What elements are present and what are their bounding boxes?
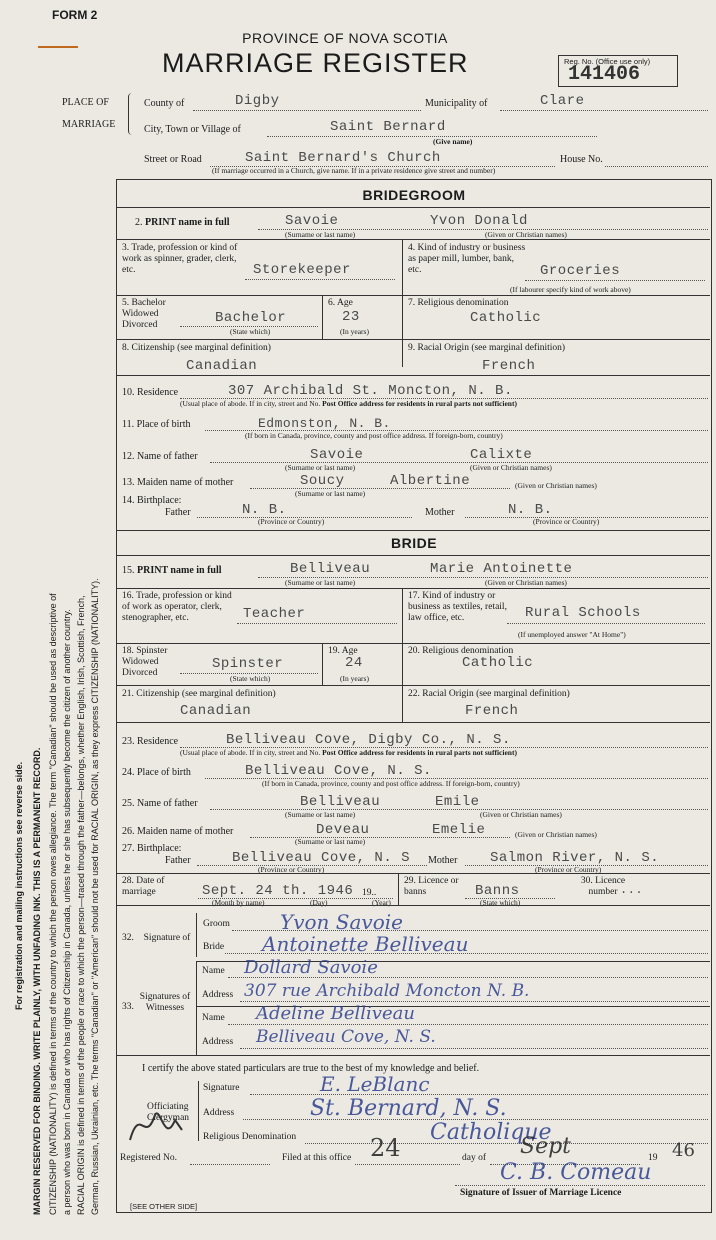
groom-given: Yvon Donald: [430, 213, 528, 229]
bride-father-label: 25. Name of father: [122, 798, 198, 809]
give-name-note: (Give name): [433, 137, 473, 146]
industry-note: (If labourer specify kind of work above): [510, 285, 631, 294]
line: [507, 623, 705, 624]
mother-given-note: (Given or Christian names): [515, 481, 597, 490]
residence-note-b: Post Office address for residents in rural parts not sufficient): [322, 399, 517, 408]
registered-label: Registered No.: [120, 1153, 177, 1163]
rule: [116, 905, 710, 906]
signature-of-label: Signature of: [143, 933, 191, 943]
rule: [116, 207, 710, 208]
groom-birth-value: Edmonston, N. B.: [258, 416, 391, 431]
w1-name: Dollard Savoie: [244, 957, 378, 978]
w1-address: 307 rue Archibald Moncton N. B.: [244, 981, 530, 1001]
w2-address-label: Address: [202, 1037, 234, 1047]
licence-no-label: 30. Licence number: [580, 876, 626, 897]
groom-surname: Savoie: [285, 213, 339, 229]
father-given-note: (Given or Christian names): [470, 463, 552, 472]
father-surname-note: (Surname or last name): [285, 463, 356, 472]
line: [190, 1164, 270, 1165]
street-note: (If marriage occurred in a Church, give name. If in a private residence give street and number): [212, 166, 496, 175]
num-33: 33.: [122, 1002, 134, 1012]
bride-birth-label: 24. Place of birth: [122, 767, 191, 778]
clergy-address-label: Address: [203, 1108, 235, 1118]
officiating-label: Officiating Clergyman: [147, 1102, 190, 1123]
rule: [116, 555, 710, 556]
groom-racial: French: [482, 358, 536, 374]
province-title: PROVINCE OF NOVA SCOTIA: [242, 30, 448, 46]
groom-birthplace-label: 14. Birthplace:: [122, 495, 182, 506]
groom-status: Bachelor: [215, 310, 287, 326]
given-note: (Given or Christian names): [485, 578, 567, 587]
groom-industry: Groceries: [540, 263, 621, 279]
municipality-label: Municipality of: [425, 98, 488, 109]
groom-father-bp: N. B.: [242, 502, 287, 518]
licence-label: 29. Licence or banns: [404, 876, 459, 897]
bride-racial-label: 22. Racial Origin (see marginal definition): [408, 689, 570, 699]
bride-birthplace-label: 27. Birthplace:: [122, 843, 182, 854]
residence-note-a: (Usual place of abode. If in city, street and No.: [180, 748, 321, 757]
year-prefix: 19: [648, 1153, 658, 1163]
mother-surname-note: (Surname or last name): [295, 837, 366, 846]
clergy-address: St. Bernard, N. S.: [310, 1096, 507, 1121]
birth-note: (If born in Canada, province, county and post office address. If foreign-born, country): [245, 431, 503, 440]
margin-text-5: RACIAL ORIGIN is defined in terms of the people or race to which the person—traced through the father—belongs, whether English, Irish, Scottish, French,: [76, 595, 86, 1215]
place-label-2: MARRIAGE: [62, 118, 116, 130]
licence-no: ...: [620, 883, 644, 897]
line: [250, 488, 510, 489]
bride-industry-label: 17. Kind of industry or business as textiles, retail, law office, etc.: [408, 591, 507, 623]
clergy-denomination: Catholique: [430, 1120, 552, 1145]
rule: [322, 643, 323, 685]
prov-note: (Province or Country): [258, 517, 325, 526]
surname-note: (Surname or last name): [285, 230, 356, 239]
line: [355, 1164, 460, 1165]
line: [525, 280, 705, 281]
groom-religion-label: 7. Religious denomination: [408, 298, 509, 308]
see-other-side: [SEE OTHER SIDE]: [130, 1202, 198, 1211]
state-which-note: (State which): [230, 327, 271, 336]
groom-trade: Storekeeper: [253, 262, 351, 278]
bride-age-label: 19. Age: [328, 646, 358, 656]
num: 2.: [135, 217, 143, 228]
given-note: (Given or Christian names): [485, 230, 567, 239]
groom-father-label: 12. Name of father: [122, 451, 198, 462]
in-years-note: (In years): [340, 327, 369, 336]
rule: [196, 961, 197, 1055]
issuer-label: Signature of Issuer of Marriage Licence: [460, 1188, 622, 1198]
w2-name-label: Name: [202, 1013, 225, 1023]
groom-age: 23: [342, 309, 360, 325]
place-label-1: PLACE OF: [62, 97, 109, 108]
street-label: Street or Road: [144, 154, 202, 165]
bride-religion: Catholic: [462, 655, 534, 671]
city-value: Saint Bernard: [330, 119, 446, 135]
bride-trade-label: 16. Trade, profession or kind of work as operator, clerk, stenographer, etc.: [122, 591, 232, 623]
num-32: 32.: [122, 933, 134, 943]
father-given-note: (Given or Christian names): [480, 810, 562, 819]
groom-name-label: [135, 217, 230, 229]
groom-father-bp-label: Father: [165, 507, 191, 518]
bride-religion-label: 20. Religious denomination: [408, 646, 514, 656]
line: [228, 1024, 708, 1025]
bride-father-surname: Belliveau: [300, 794, 381, 810]
year-suffix: 19..: [362, 888, 377, 898]
prov-note: (Province or Country): [535, 865, 602, 874]
rule: [116, 239, 710, 240]
year-note: (Year): [372, 898, 391, 907]
licence-value: Banns: [475, 883, 520, 899]
bride-name-label: [122, 565, 222, 577]
groom-heading: BRIDEGROOM: [362, 187, 466, 203]
place-brace: [128, 93, 137, 135]
witnesses-label: Signatures of Witnesses: [139, 992, 191, 1013]
county-label: County of: [144, 98, 185, 109]
county-value: Digby: [235, 93, 280, 109]
rule: [116, 375, 710, 376]
w1-name-label: Name: [202, 966, 225, 976]
mother-given-note: (Given or Christian names): [515, 830, 597, 839]
bride-birth: Belliveau Cove, N. S.: [245, 763, 432, 779]
line: [455, 1185, 705, 1186]
groom-industry-label: 4. Kind of industry or business as paper mill, lumber, bank, etc.: [408, 243, 526, 275]
rule: [116, 873, 710, 874]
groom-mother-bp: N. B.: [508, 502, 553, 518]
groom-sig-label: Groom: [203, 919, 230, 929]
prov-note: (Province or Country): [258, 865, 325, 874]
groom-mother-surname: Soucy: [300, 473, 345, 489]
margin-text-6: German, Russian, Ukrainian, etc. The terms "Canadian" or "American" should not be used for RACIAL ORIGIN, as they express CITIZENSHIP (NATIONALITY).: [90, 578, 100, 1215]
day-note: (Day): [310, 898, 328, 907]
city-label: City, Town or Village of: [144, 124, 241, 135]
margin-text-3: CITIZENSHIP (NATIONALITY) is defined in terms of the country to which the person owes allegiance. The term "Canadian" should be used as descriptive of: [48, 593, 58, 1215]
bride-father-bp-label: Father: [165, 855, 191, 866]
rule: [116, 588, 710, 589]
bride-residence: Belliveau Cove, Digby Co., N. S.: [226, 732, 511, 748]
margin-text-2: MARGIN RESERVED FOR BINDING. WRITE PLAINLY, WITH UNFADING INK. THIS IS A PERMANENT RECORD.: [32, 747, 42, 1215]
groom-racial-label: 9. Racial Origin (see marginal definition): [408, 343, 566, 353]
bride-mother-bp-label: Mother: [428, 855, 458, 866]
rule: [116, 339, 710, 340]
rule: [116, 722, 710, 723]
bride-surname: Belliveau: [290, 561, 371, 577]
rule: [116, 685, 710, 686]
month-note: (Month by name): [212, 898, 265, 907]
day-of-label: day of: [462, 1153, 487, 1163]
groom-residence: 307 Archibald St. Moncton, N. B.: [228, 383, 513, 399]
groom-citizenship-label: 8. Citizenship (see marginal definition): [122, 343, 271, 353]
line: [240, 1001, 708, 1002]
bride-age: 24: [345, 655, 363, 671]
groom-status-label: 5. Bachelor Widowed Divorced: [122, 298, 166, 330]
groom-trade-label: 3. Trade, profession or kind of work as spinner, grader, clerk, etc.: [122, 243, 238, 275]
form-number: FORM 2: [52, 8, 98, 22]
certify-text: I certify the above stated particulars are true to the best of my knowledge and belief.: [142, 1063, 480, 1074]
rule: [402, 588, 403, 722]
page-title: MARRIAGE REGISTER: [162, 48, 469, 78]
bride-mother-bp: Salmon River, N. S.: [490, 850, 660, 866]
num: 15.: [122, 565, 135, 576]
w1-address-label: Address: [202, 990, 234, 1000]
margin-text-1: For registration and mailing instructions see reverse side.: [14, 761, 24, 1010]
groom-mother-given: Albertine: [390, 473, 471, 489]
bride-trade: Teacher: [243, 606, 306, 622]
rule: [116, 530, 710, 531]
sig-brace: [196, 913, 203, 957]
bride-status-label: 18. Spinster Widowed Divorced: [122, 646, 168, 678]
bride-industry: Rural Schools: [525, 605, 641, 621]
bride-heading: BRIDE: [390, 535, 438, 551]
initials-stroke: [130, 1113, 182, 1140]
groom-signature: Yvon Savoie: [280, 910, 403, 934]
filed-label: Filed at this office: [282, 1153, 352, 1163]
bride-residence-label: 23. Residence: [122, 736, 179, 747]
filed-year: 46: [672, 1140, 695, 1161]
surname-note: (Surname or last name): [285, 578, 356, 587]
bride-racial: French: [465, 703, 519, 719]
bride-citizenship: Canadian: [180, 703, 252, 719]
in-years-note: (In years): [340, 674, 369, 683]
dash-mark: [38, 46, 78, 48]
w2-address: Belliveau Cove, N. S.: [256, 1027, 436, 1047]
bride-status: Spinster: [212, 656, 284, 672]
industry-note: (If unemployed answer "At Home"): [518, 630, 626, 639]
rule: [116, 643, 710, 644]
bride-given: Marie Antoinette: [430, 561, 573, 577]
filed-day: 24: [370, 1134, 401, 1162]
rule: [398, 873, 399, 905]
city-line: [267, 136, 597, 137]
residence-note-b: Post Office address for residents in rural parts not sufficient): [322, 748, 517, 757]
place-label: [62, 97, 115, 130]
bride-mother-given: Emelie: [432, 822, 486, 838]
clergy-signature: E. LeBlanc: [320, 1072, 430, 1096]
house-line: [605, 166, 708, 167]
denomination-label: Religious Denomination: [203, 1132, 297, 1142]
reg-no: 141406: [568, 63, 641, 86]
print-label: PRINT name in full: [137, 565, 222, 576]
line: [240, 1048, 708, 1049]
marriage-date: Sept. 24 th. 1946: [202, 883, 354, 899]
groom-mother-bp-label: Mother: [425, 507, 455, 518]
groom-father-given: Calixte: [470, 447, 533, 463]
line: [245, 279, 395, 280]
state-which-note: (State which): [480, 898, 521, 907]
bride-mother-label: 26. Maiden name of mother: [122, 826, 234, 837]
line: [237, 623, 397, 624]
residence-note: [180, 400, 517, 408]
mother-surname-note: (Surname or last name): [295, 489, 366, 498]
bride-father-bp: Belliveau Cove, N. S: [232, 850, 411, 866]
prov-note: (Province or Country): [533, 517, 600, 526]
date-label: 28. Date of marriage: [122, 876, 165, 897]
clergy-sig-label: Signature: [203, 1083, 240, 1093]
filed-month: Sept: [520, 1134, 572, 1159]
residence-note-a: (Usual place of abode. If in city, street and No.: [180, 399, 321, 408]
initials-mark: [120, 1100, 200, 1155]
groom-residence-label: 10. Residence: [122, 387, 179, 398]
bride-sig-label: Bride: [203, 942, 225, 952]
rule: [322, 295, 323, 339]
rule: [116, 295, 710, 296]
rule: [402, 239, 403, 367]
county-line: [193, 110, 421, 111]
street-value: Saint Bernard's Church: [245, 150, 441, 166]
municipality-line: [500, 110, 708, 111]
line: [250, 1094, 708, 1095]
house-label: House No.: [560, 154, 603, 165]
margin-text-4: a person who was born in Canada or who has rights of Citizenship in Canada, unless he or she has subsequently become the citizen of another country.: [62, 609, 72, 1215]
print-label: PRINT name in full: [145, 217, 230, 228]
reg-no-label: Reg. No. (Office use only): [564, 57, 651, 66]
rule: [116, 1055, 710, 1056]
birth-note: (If born in Canada, province, county and post office address. If foreign-born, country): [262, 779, 520, 788]
groom-birth-label: 11. Place of birth: [122, 419, 191, 430]
bride-father-given: Emile: [435, 794, 480, 810]
groom-age-label: 6. Age: [328, 298, 353, 308]
father-surname-note: (Surname or last name): [285, 810, 356, 819]
groom-citizenship: Canadian: [186, 358, 258, 374]
bride-citizenship-label: 21. Citizenship (see marginal definition): [122, 689, 276, 699]
issuer-signature: C. B. Comeau: [500, 1160, 652, 1185]
state-which-note: (State which): [230, 674, 271, 683]
w2-name: Adeline Belliveau: [256, 1003, 415, 1024]
bride-signature: Antoinette Belliveau: [262, 932, 469, 956]
residence-note: [180, 749, 517, 757]
bride-mother-surname: Deveau: [316, 822, 370, 838]
municipality-value: Clare: [540, 93, 585, 109]
groom-religion: Catholic: [470, 310, 542, 326]
groom-father-surname: Savoie: [310, 447, 364, 463]
groom-mother-label: 13. Maiden name of mother: [122, 477, 234, 488]
